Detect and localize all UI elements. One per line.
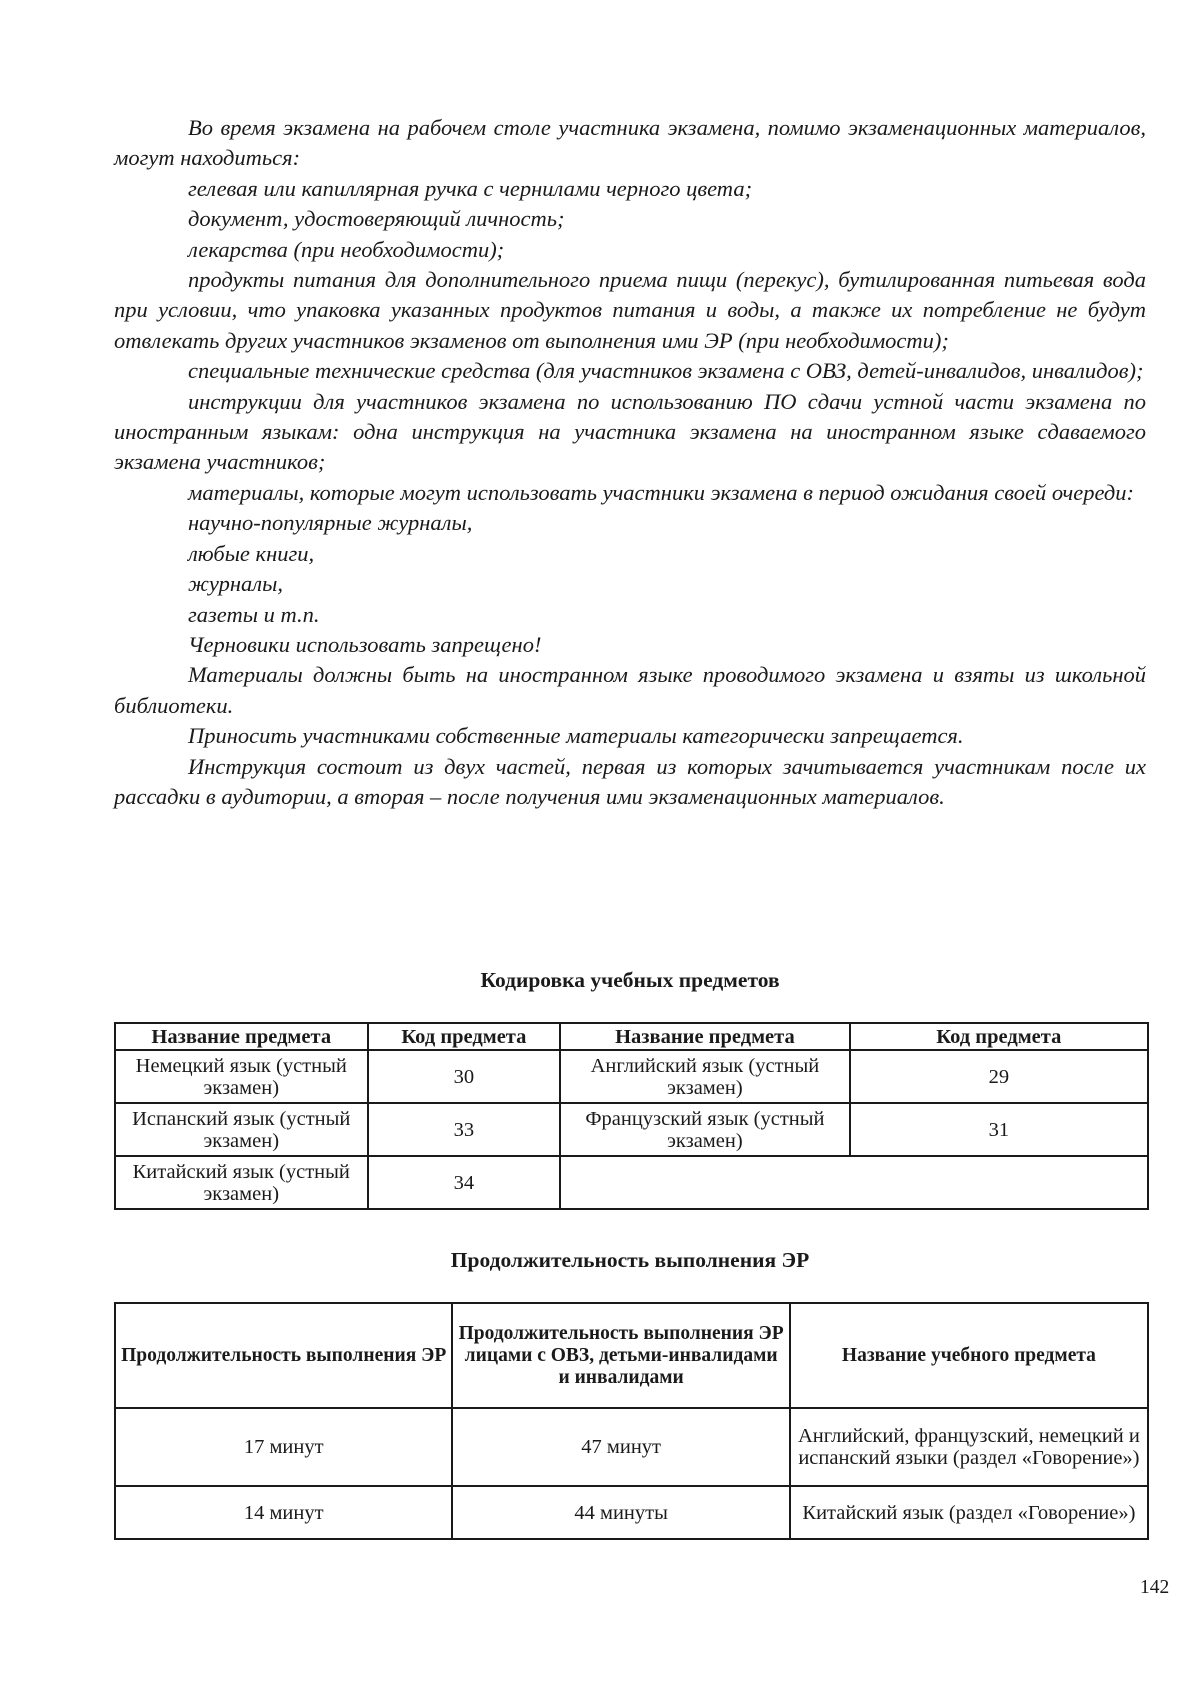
table-cell: Английский язык (устный экзамен): [560, 1050, 849, 1103]
list-item: любые книги,: [188, 540, 315, 566]
table-cell: 44 минуты: [452, 1486, 789, 1539]
paragraph: Во время экзамена на рабочем столе участника экзамена, помимо экзаменационных материалов, могут находиться:: [114, 115, 1146, 171]
table-cell: 31: [850, 1103, 1148, 1156]
table-cell-empty: [560, 1156, 1148, 1209]
list-item: журналы,: [188, 571, 283, 597]
table-header-row: [115, 1303, 1148, 1408]
table-header-row: [115, 1023, 1148, 1050]
table-cell: Китайский язык (устный экзамен): [115, 1156, 368, 1209]
table-cell: 29: [850, 1050, 1148, 1103]
table2-title: Продолжительность выполнения ЭР: [450, 1248, 810, 1272]
list-item: газеты и т.п.: [188, 601, 320, 627]
paragraph: Приносить участниками собственные материалы категорически запрещается.: [188, 723, 964, 749]
table-cell: 14 минут: [115, 1486, 452, 1539]
table-cell: 33: [368, 1103, 561, 1156]
table-cell: Английский, французский, немецкий и испанский языки (раздел «Говорение»): [790, 1408, 1148, 1486]
duration-table: [114, 1302, 1149, 1540]
table-cell: Китайский язык (раздел «Говорение»): [790, 1486, 1148, 1539]
table-cell: Испанский язык (устный экзамен): [115, 1103, 368, 1156]
list-item: инструкции для участников экзамена по использованию ПО сдачи устной части экзамена по иностранным языкам: одна инструкция на участника экзамена на иностранном языке сдаваемого экзамена участников;: [114, 388, 1146, 475]
list-item: специальные технические средства (для участников экзамена с ОВЗ, детей-инвалидов, инвалидов);: [188, 358, 1144, 384]
paragraph: Инструкция состоит из двух частей, первая из которых зачитывается участникам после их рассадки в аудитории, а вторая – после получения ими экзаменационных материалов.: [114, 753, 1146, 809]
table-cell: 34: [368, 1156, 561, 1209]
page-number: 142: [1140, 1577, 1170, 1598]
table-cell: 30: [368, 1050, 561, 1103]
table-row: [115, 1408, 1148, 1486]
table-row: [115, 1050, 1148, 1103]
table-row: [115, 1156, 1148, 1209]
body-text: [114, 113, 1146, 812]
table-cell: Французский язык (устный экзамен): [560, 1103, 849, 1156]
table-cell: 17 минут: [115, 1408, 452, 1486]
paragraph: Черновики использовать запрещено!: [188, 631, 542, 657]
list-item: гелевая или капиллярная ручка с чернилами черного цвета;: [188, 175, 753, 201]
list-item: документ, удостоверяющий личность;: [188, 206, 565, 232]
header-cell: Код предмета: [368, 1023, 561, 1050]
table-cell: Немецкий язык (устный экзамен): [115, 1050, 368, 1103]
header-cell: Продолжительность выполнения ЭР: [115, 1303, 452, 1408]
list-item: научно-популярные журналы,: [188, 510, 473, 536]
list-item: продукты питания для дополнительного приема пищи (перекус), бутилированная питьевая вода при условии, что упаковка указанных продуктов питания и воды, а также их потребление не будут отвлекать других участников экзаменов от выполнения ими ЭР (при необходимости);: [114, 267, 1146, 353]
subject-codes-table: [114, 1022, 1149, 1210]
table-row: [115, 1103, 1148, 1156]
table1-title: Кодировка учебных предметов: [480, 968, 780, 992]
table-row: [115, 1486, 1148, 1539]
header-cell: Код предмета: [850, 1023, 1148, 1050]
header-cell: Название учебного предмета: [790, 1303, 1148, 1408]
header-cell: Название предмета: [115, 1023, 368, 1050]
paragraph: Материалы должны быть на иностранном языке проводимого экзамена и взяты из школьной библиотеки.: [114, 662, 1146, 718]
header-cell: Название предмета: [560, 1023, 849, 1050]
header-cell: Продолжительность выполнения ЭР лицами с ОВЗ, детьми-инвалидами и инвалидами: [452, 1303, 789, 1408]
table-cell: 47 минут: [452, 1408, 789, 1486]
list-item: лекарства (при необходимости);: [188, 236, 505, 262]
list-item: материалы, которые могут использовать участники экзамена в период ожидания своей очереди:: [188, 479, 1135, 505]
